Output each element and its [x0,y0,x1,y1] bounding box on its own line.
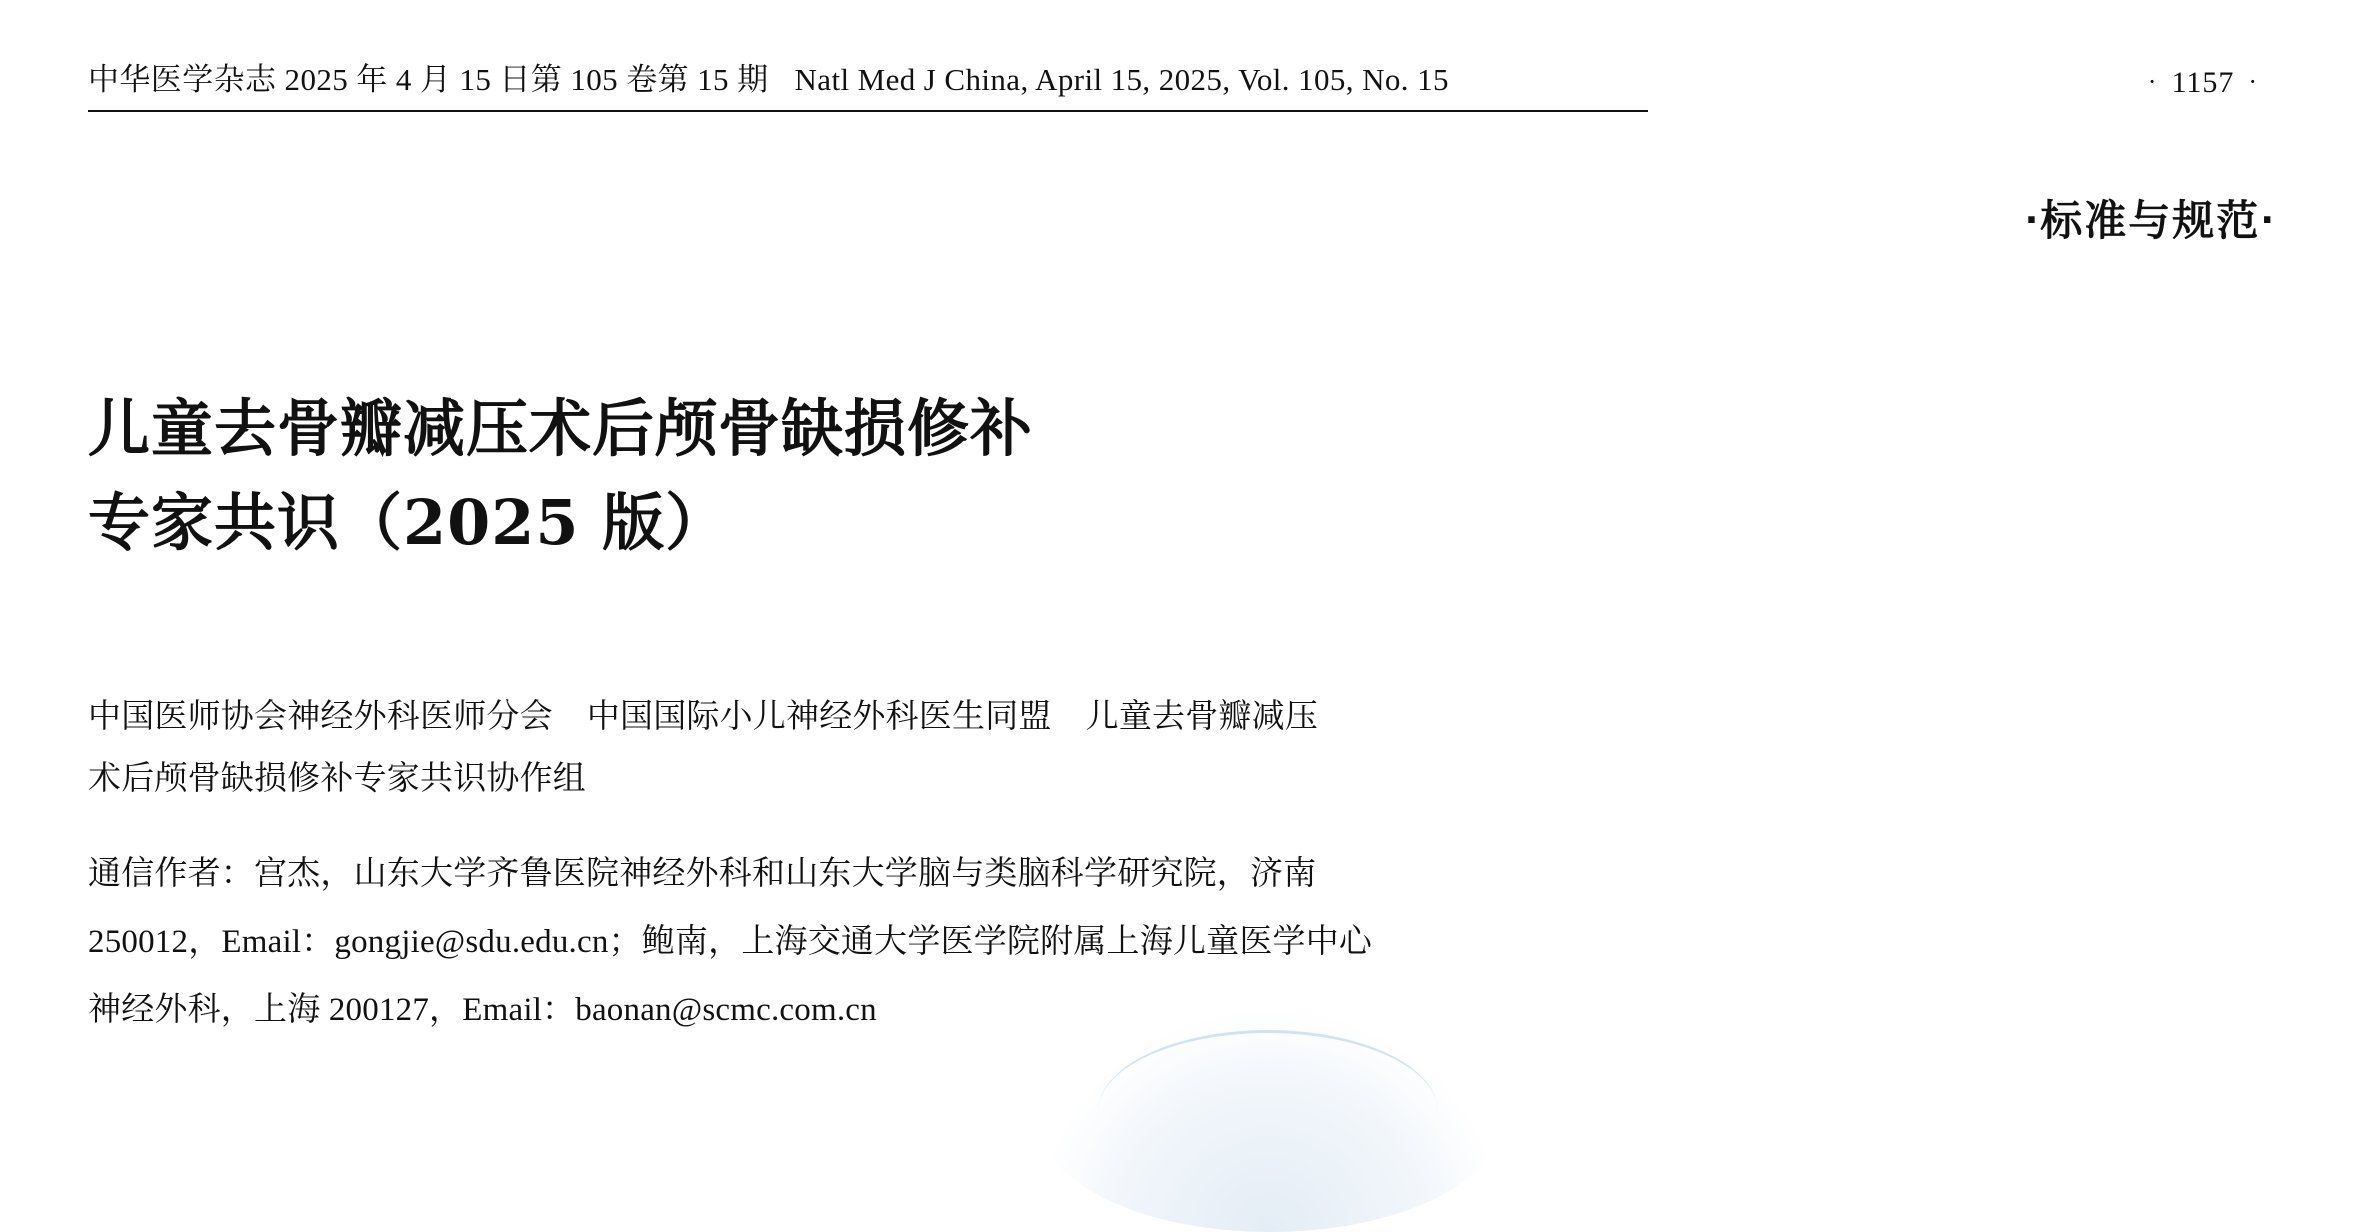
watermark-arc [1098,1030,1438,1193]
article-title-line-1: 儿童去骨瓣减压术后颅骨缺损修补 [88,391,1034,465]
corresponding-author-line-3: 神经外科，上海 200127，Email：baonan@scmc.com.cn [88,992,877,1028]
running-head-rule [88,110,1648,112]
section-tag [2024,196,2276,245]
page-number-dot-left: · [2147,67,2158,96]
organization-1: 中国医师协会神经外科医师分会 [88,699,553,735]
section-tag-dot-right: · [2260,200,2276,241]
running-head [88,58,2272,106]
running-head-journal-cn: 中华医学杂志 2025 年 4 月 15 日第 105 卷第 15 期 [88,62,769,97]
organization-2: 中国国际小儿神经外科医生同盟 [586,699,1052,735]
article-title [88,382,1688,570]
watermark-glow [1040,1012,1500,1232]
page-number-block [2134,60,2272,105]
section-tag-label: 标准与规范 [2040,196,2261,245]
author-organizations-line-2: 术后颅骨缺损修补专家共识协作组 [88,761,586,797]
running-head-journal-en: Natl Med J China, April 15, 2025, Vol. 105, No. 15 [794,62,1449,97]
author-organizations [88,686,1968,810]
section-tag-dot-left: · [2024,200,2041,241]
corresponding-author-block [88,840,2008,1044]
organization-3: 儿童去骨瓣减压 [1085,699,1319,735]
article-title-line-2: 专家共识（2025 版） [88,485,729,559]
page-number: 1157 [2171,66,2235,99]
author-organizations-line-1 [88,686,1968,748]
page-number-dot-right: · [2248,67,2258,96]
corresponding-author-line-2: 250012，Email：gongjie@sdu.edu.cn；鲍南，上海交通大学医学院附属上海儿童医学中心 [88,924,1373,960]
corresponding-author-line-1: 通信作者：宫杰，山东大学齐鲁医院神经外科和山东大学脑与类脑科学研究院，济南 [88,856,1317,892]
running-head-text [88,58,1449,102]
